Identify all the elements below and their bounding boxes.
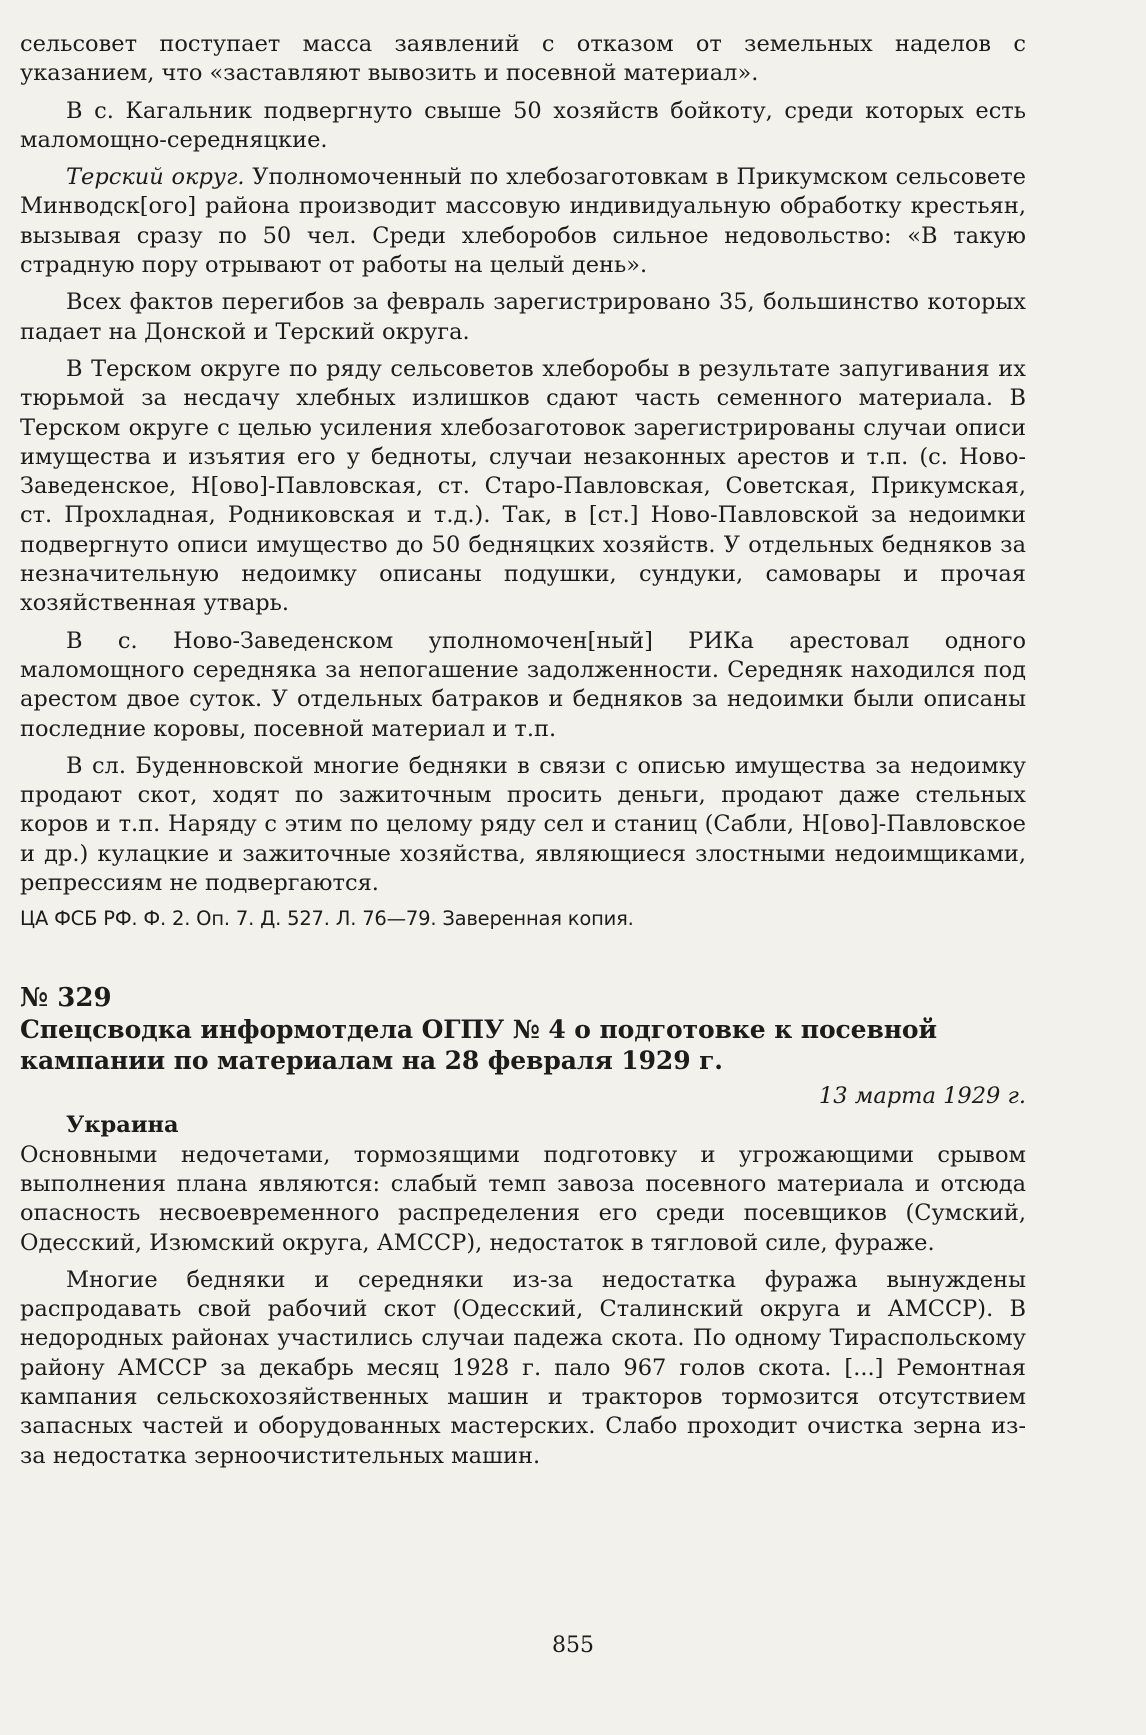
paragraph-tersky-seed-material: В Терском округе по ряду сельсоветов хлеборобы в результате запугивания их тюрьмой за несдачу хлебных излишков сдают часть семенного материала. В Терском округе с целью усиления хлебозаготовок зарегистрированы случаи описи имущества и изъятия его у бедноты, случаи незаконных арестов и т.п. (с. Ново-Заведенское, Н[ово]-Павловская, ст. Старо-Павловская, Советская, Прикумская, ст. Прохладная, Родниковская и т.д.). Так, в [ст.] Ново-Павловской за недоимки подвергнуто описи имущество до 50 бедняцких хозяйств. У отдельных бедняков за незначительную недоимку описаны подушки, сундуки, самовары и прочая хозяйственная утварь. <box>20 355 1026 617</box>
document-date: 13 марта 1929 г. <box>818 1083 1026 1110</box>
document-page <box>20 30 1026 1471</box>
paragraph-continuation: сельсовет поступает масса заявлений с отказом от земельных наделов с указанием, что «заставляют вывозить и посевной материал». <box>20 31 1026 87</box>
paragraph-ukraine-livestock: Многие бедняки и середняки из-за недостатка фуража вынуждены распродавать свой рабочий скот (Одесский, Сталинский округа и АМССР). В недородных районах участились случаи падежа скота. По одному Тираспольскому району АМССР за декабрь месяц 1928 г. пало 967 голов скота. [...] Ремонтная кампания сельскохозяйственных машин и тракторов тормозится отсутствием запасных частей и оборудованных мастерских. Слабо проходит очистка зерна из-за недостатка зерноочистительных машин. <box>20 1266 1026 1469</box>
paragraph-tersky-text: Уполномоченный по хлебозаготовкам в Прикумском сельсовете Минводск[ого] района производит массовую индивидуальную обработку крестьян, вызывая сразу по 50 чел. Среди хлеборобов сильное недовольство: «В такую страдную пору отрывают от работы на целый день». <box>20 164 1026 279</box>
paragraph-excesses-count: Всех фактов перегибов за февраль зарегистрировано 35, большинство которых падает на Донской и Терский округа. <box>20 289 1026 345</box>
archive-source: ЦА ФСБ РФ. Ф. 2. Оп. 7. Д. 527. Л. 76—79. Заверенная копия. <box>20 907 634 931</box>
paragraph-kagalnik: В с. Кагальник подвергнуто свыше 50 хозяйств бойкоту, среди которых есть маломощно-середняцкие. <box>20 97 1026 153</box>
document-title: Спецсводка информотдела ОГПУ № 4 о подготовке к посевной кампании по материалам на 28 февраля 1929 г. <box>20 1015 937 1076</box>
paragraph-budennovskaya: В сл. Буденновской многие бедняки в связи с описью имущества за недоимку продают скот, ходят по зажиточным просить деньги, продают даже стельных коров и т.п. Наряду с этим по целому ряду сел и станиц (Сабли, Н[ово]-Павловское и др.) кулацкие и зажиточные хозяйства, являющиеся злостными недоимщиками, репрессиям не подвергаются. <box>20 752 1026 897</box>
document-number: № 329 <box>20 983 112 1014</box>
paragraph-ukraine-shortcomings: Основными недочетами, тормозящими подготовку и угрожающими срывом выполнения плана являются: слабый темп завоза посевного материала и отсюда опасность несвоевременного распределения его среди посевщиков (Сумский, Одесский, Изюмский округа, АМССР), недостаток в тягловой силе, фураже. <box>20 1141 1026 1256</box>
region-heading-ukraine: Украина <box>66 1112 179 1139</box>
paragraph-tersky-okrug <box>20 163 1026 280</box>
region-heading-tersky: Терский округ. <box>66 164 245 191</box>
page-number: 855 <box>552 1633 594 1658</box>
paragraph-novo-zavedenskoe: В с. Ново-Заведенском уполномочен[ный] РИКа арестовал одного маломощного середняка за непогашение задолженности. Середняк находился под арестом двое суток. У отдельных батраков и бедняков за недоимки были описаны последние коровы, посевной материал и т.п. <box>20 627 1026 742</box>
